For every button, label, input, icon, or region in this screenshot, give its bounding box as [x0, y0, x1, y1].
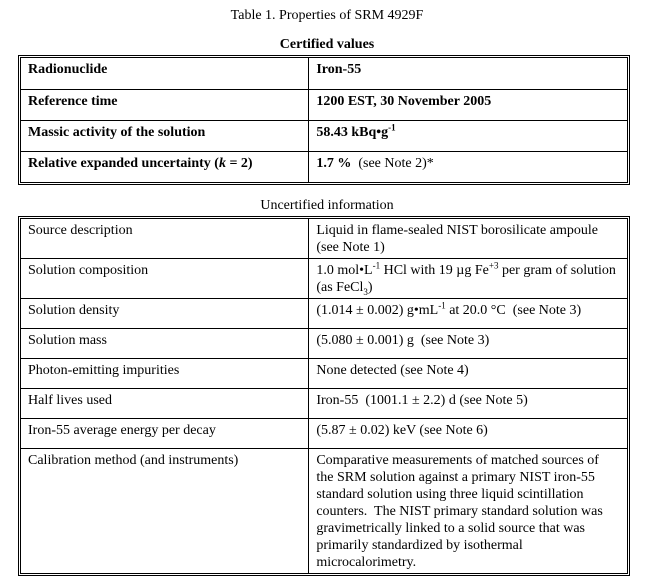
- row-label-cell: Solution density: [21, 299, 309, 329]
- table-row: [21, 58, 627, 89]
- table-row: [21, 151, 627, 182]
- table-row: [21, 389, 627, 419]
- row-value-cell: Iron-55 (1001.1 ± 2.2) d (see Note 5): [309, 389, 627, 419]
- row-value-cell: (5.080 ± 0.001) g (see Note 3): [309, 329, 627, 359]
- table-row: [21, 359, 627, 389]
- row-value-cell: (1.014 ± 0.002) $g•mL^{-1}$ at 20.0 °C (see Note 3): [309, 299, 627, 329]
- table-row: [21, 329, 627, 359]
- uncertified-information-table: [18, 216, 630, 576]
- row-value-cell: 58.43 $kBq•g^{-1}$: [309, 120, 627, 151]
- row-value-cell: Iron-55: [309, 58, 627, 89]
- row-value-cell: 1.7 % (see Note 2)*: [309, 151, 627, 182]
- row-label-cell: Massic activity of the solution: [21, 120, 309, 151]
- row-label-cell: Reference time: [21, 89, 309, 120]
- row-value-cell: (5.87 ± 0.02) keV (see Note 6): [309, 419, 627, 449]
- table-row: [21, 89, 627, 120]
- certified-values-table: [18, 55, 630, 185]
- uncertified-information-grid: [21, 219, 627, 573]
- table-row: [21, 419, 627, 449]
- row-label-cell: Relative expanded uncertainty (k = 2): [21, 151, 309, 182]
- table-row: [21, 449, 627, 574]
- row-value-cell: Comparative measurements of matched sources of the SRM solution against a primary NIST iron-55 standard solution using three liquid scintillation counters. The NIST primary standard solution was gravimetrically linked to a solid source that was primarily standardized by isothermal microcalorimetry.: [309, 449, 627, 574]
- row-label-cell: Solution mass: [21, 329, 309, 359]
- row-label-cell: Radionuclide: [21, 58, 309, 89]
- row-label-cell: Photon-emitting impurities: [21, 359, 309, 389]
- table-row: [21, 259, 627, 299]
- row-label-cell: Source description: [21, 219, 309, 259]
- row-value-cell: None detected (see Note 4): [309, 359, 627, 389]
- row-value-cell: 1200 EST, 30 November 2005: [309, 89, 627, 120]
- row-value-cell: Liquid in flame-sealed NIST borosilicate ampoule (see Note 1): [309, 219, 627, 259]
- row-label-cell: Solution composition: [21, 259, 309, 299]
- row-value-cell: 1.0 $mol•L^{-1}$ HCl with 19 µg $Fe^{+3}$ per gram of solution (as FeCl$_3$): [309, 259, 627, 299]
- table-row: [21, 219, 627, 259]
- table-row: [21, 299, 627, 329]
- certified-values-grid: [21, 58, 627, 182]
- row-label-cell: Calibration method (and instruments): [21, 449, 309, 574]
- table-caption: Table 1. Properties of SRM 4929F: [230, 8, 424, 23]
- row-label-cell: Iron-55 average energy per decay: [21, 419, 309, 449]
- uncertified-information-heading: Uncertified information: [260, 198, 394, 213]
- row-label-cell: Half lives used: [21, 389, 309, 419]
- table-row: [21, 120, 627, 151]
- certified-values-heading: Certified values: [279, 37, 375, 52]
